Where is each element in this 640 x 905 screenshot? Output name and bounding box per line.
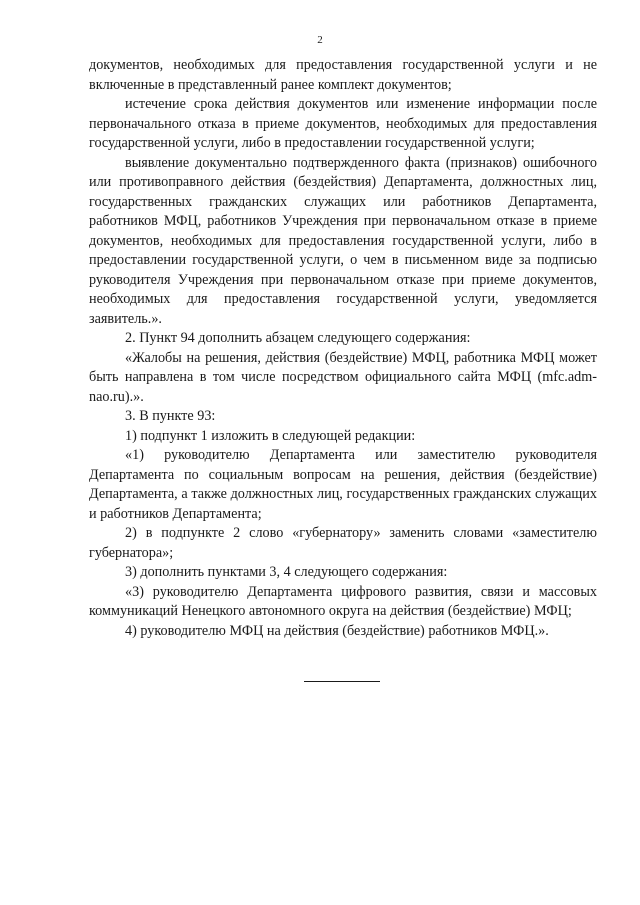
- paragraph-subitem-3: 3) дополнить пунктами 3, 4 следующего содержания:: [125, 564, 448, 580]
- paragraph-complaints-mfc: «Жалобы на решения, действия (бездействие) МФЦ, работника МФЦ может быть направлена в том числе посредством официального сайта МФЦ (mfc.adm-nao.ru).».: [89, 349, 597, 405]
- paragraph-expiry-of-documents: истечение срока действия документов или изменение информации после первоначального отказа в приеме документов, необходимых для предоставления государственной услуги, либо в предоставлении государственной услуги;: [89, 96, 597, 151]
- paragraph-point-3-text: «3) руководителю Департамента цифрового развития, связи и массовых коммуникаций Ненецкого автономного округа на действия (бездействие) МФЦ;: [89, 583, 597, 619]
- paragraph-erroneous-action: выявление документально подтвержденного факта (признаков) ошибочного или противоправного действия (бездействия) Департамента, должностных лиц, государственных гражданских служащих или работников Департамента, работников МФЦ, работников Учреждения при первоначальном отказе в приеме документов, необходимых для предоставления государственной услуги, либо в предоставлении государственной услуги, о чем в письменном виде за подписью руководителя Учреждения при первоначальном отказе при приеме документов, необходимых для предоставления государственной услуги, уведомляется заявитель.».: [89, 154, 597, 327]
- paragraph-subitem-2: 2) в подпункте 2 слово «губернатору» заменить словами «заместителю губернатора»;: [89, 525, 597, 561]
- paragraph-point-4-text: 4) руководителю МФЦ на действия (бездействие) работников МФЦ.».: [125, 622, 549, 639]
- paragraph-subitem-1: 1) подпункт 1 изложить в следующей редакции:: [125, 427, 416, 444]
- end-separator-line: [304, 681, 380, 682]
- page-number: 2: [317, 34, 323, 46]
- paragraph-documents-not-included: документов, необходимых для предоставления государственной услуги и не включенные в представленный ранее комплект документов;: [89, 57, 597, 93]
- document-body: [89, 56, 597, 641]
- paragraph-item-2: 2. Пункт 94 дополнить абзацем следующего содержания:: [125, 330, 471, 346]
- paragraph-subitem-1-text: «1) руководителю Департамента или заместителю руководителя Департамента по социальным вопросам на решения, действия (бездействие) Департамента, а также должностных лиц, государственных гражданских служащих и работников Департамента;: [89, 447, 597, 522]
- paragraph-item-3: 3. В пункте 93:: [125, 408, 216, 424]
